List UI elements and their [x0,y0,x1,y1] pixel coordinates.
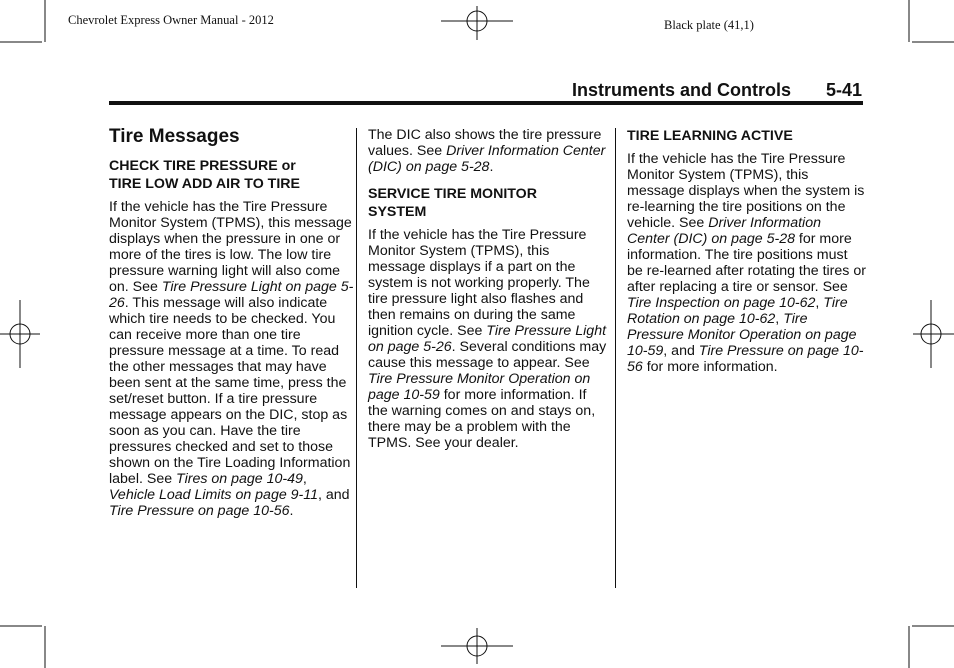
manual-title: Chevrolet Express Owner Manual - 2012 [68,13,274,27]
text-run: , [775,311,784,327]
header-rule [109,101,863,105]
text-run: for more information. If the warning comes on and stays on, there may be a problem with the TPMS. See your dealer. [368,387,596,451]
text-run: for more information. The tire positions must be re-learned after rotating the tires or after replacing a tire or sensor. See [627,231,866,295]
column-1 [109,126,354,519]
text-run: , and [663,343,699,359]
text-run: for more information. [642,359,778,375]
column-3 [627,127,867,375]
paragraph [368,127,608,175]
cross-reference-link[interactable]: Tires on page 10-49 [176,471,303,487]
text-run: , [815,295,824,311]
paragraph [109,199,354,519]
heading-service-tire-monitor [368,185,608,221]
cross-reference-link[interactable]: Tire Pressure Light on page 5-26 [109,279,354,311]
cross-reference-link[interactable]: Driver Information Center (DIC) on page 5-28 [627,215,821,247]
text-run: . [489,159,494,175]
text-run: . Several conditions may cause this message to appear. See [368,339,607,371]
cross-reference-link[interactable]: Driver Information Center (DIC) on page 5-28 [368,143,606,175]
page-number: 5-41 [826,80,863,100]
text-run: If the vehicle has the Tire Pressure Monitor System (TPMS), this message displays when the pressure in one or more of the tires is low. The low tire pressure warning light will also come on. See [109,199,352,295]
text-run: . [289,503,294,519]
column-divider [356,128,357,588]
cross-reference-link[interactable]: Tire Pressure on page 10-56 [109,503,290,519]
column-2 [368,127,608,451]
text-run: , [302,471,307,487]
text-run: , and [318,487,350,503]
heading-tire-learning-active: TIRE LEARNING ACTIVE [627,128,793,144]
cross-reference-link[interactable]: Vehicle Load Limits on page 9-11 [109,487,319,503]
column-divider [615,128,616,588]
text-run: The DIC also shows the tire pressure values. See [368,127,602,159]
paragraph [627,151,867,375]
cross-reference-link[interactable]: Tire Pressure Light on page 5-26 [368,323,607,355]
text-run: If the vehicle has the Tire Pressure Monitor System (TPMS), this message displays if a part on the system is not working properly. The tire pressure light also flashes and then remains on during the same ignition cycle. See [368,227,590,339]
heading-line: TIRE LOW ADD AIR TO TIRE [109,176,300,192]
page-title: Tire Messages [109,126,240,147]
plate-label: Black plate (41,1) [664,18,754,32]
cross-reference-link[interactable]: Tire Pressure on page 10-56 [627,343,864,375]
heading-line: SYSTEM [368,204,427,220]
text-run: If the vehicle has the Tire Pressure Monitor System (TPMS), this message displays when the system is re-learning the tire positions on the vehicle. See [627,151,865,231]
heading-line: SERVICE TIRE MONITOR [368,186,537,202]
heading-check-tire-pressure [109,157,354,193]
section-title: Instruments and Controls [572,80,792,100]
paragraph [368,227,608,451]
heading-line: CHECK TIRE PRESSURE or [109,158,296,174]
text-run: . This message will also indicate which tire needs to be checked. You can receive more than one tire pressure message at a time. To read the other messages that may have been sent at the same time, press the set/reset button. If a tire pressure message appears on the DIC, stop as soon as you can. Have the tire pressures checked and set to those shown on the Tire Loading Information label. See [109,295,351,487]
cross-reference-link[interactable]: Tire Pressure Monitor Operation on page 10-59 [368,371,591,403]
cross-reference-link[interactable]: Tire Rotation on page 10-62 [627,295,848,327]
cross-reference-link[interactable]: Tire Inspection on page 10-62 [627,295,816,311]
cross-reference-link[interactable]: Tire Pressure Monitor Operation on page 10-59 [627,311,857,359]
